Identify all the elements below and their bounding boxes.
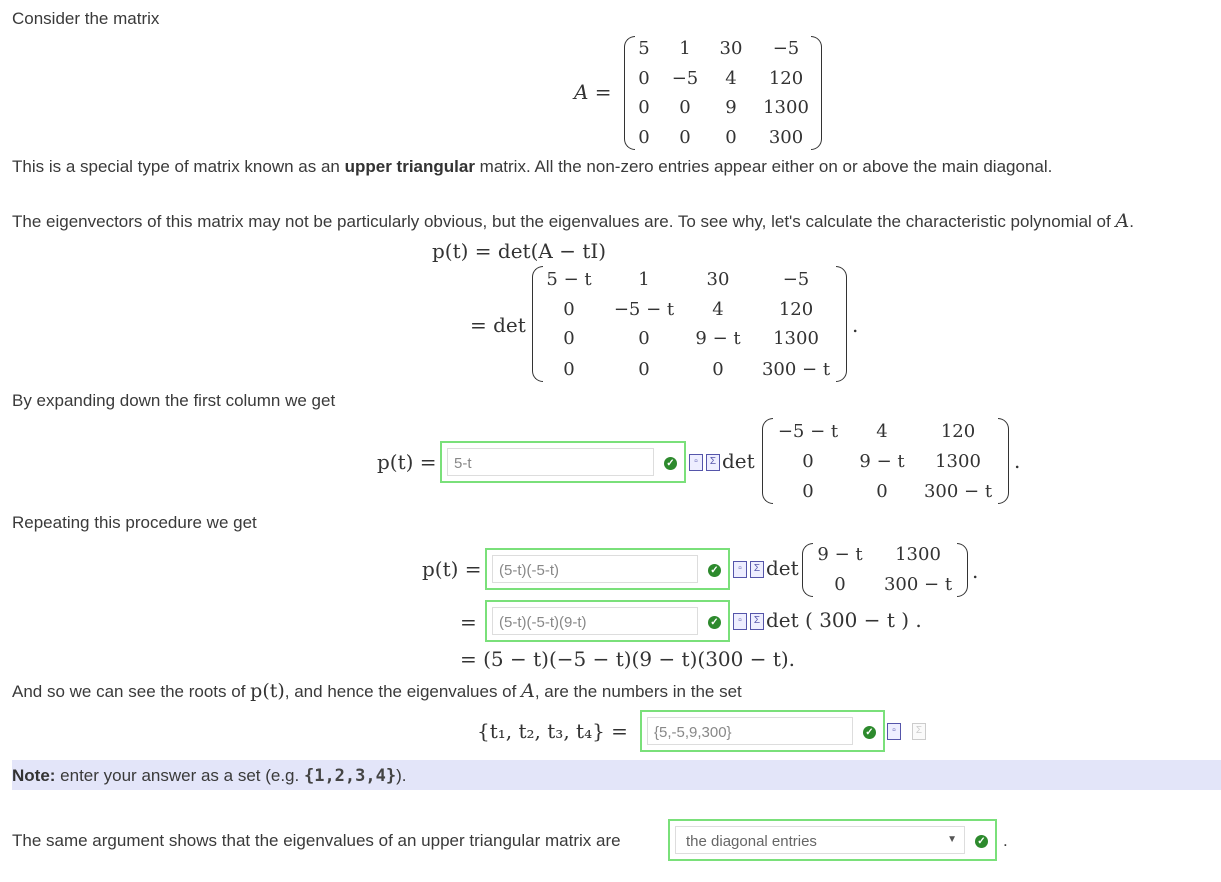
step3-final: = (5 − t)(−5 − t)(9 − t)(300 − t). xyxy=(460,647,796,671)
step1-lhs: p(t) = xyxy=(377,450,437,474)
final-text: The same argument shows that the eigenvalues of an upper triangular matrix are xyxy=(12,831,621,850)
step3-eq: = xyxy=(460,610,477,634)
matrix-entry: 4 xyxy=(725,68,737,89)
step1-input[interactable]: 5-t xyxy=(447,448,654,476)
matrix-entry: 300 xyxy=(768,127,804,148)
step2-input[interactable]: (5-t)(-5-t) xyxy=(492,555,698,583)
roots-pt: p(t) xyxy=(250,680,285,702)
matrix-entry: 1300 xyxy=(763,97,809,118)
matrix-entry: 1300 xyxy=(895,544,941,565)
matrix-entry: 120 xyxy=(768,68,804,89)
matrix-entry: 9 − t xyxy=(817,544,863,565)
matrix-entry: 4 xyxy=(876,421,888,442)
feedback-icon[interactable]: Σ xyxy=(750,561,764,578)
charpoly-line1: p(t) = det(A − tI) xyxy=(432,239,607,263)
matrix-a-label: A = xyxy=(574,80,612,104)
para1-pre: This is a special type of matrix known as an xyxy=(12,157,345,176)
chevron-down-icon[interactable]: ▼ xyxy=(947,834,957,845)
feedback-icon[interactable]: Σ xyxy=(912,723,926,740)
matrix-entry: 5 − t xyxy=(546,269,592,290)
matrix-entry: 1300 xyxy=(773,328,819,349)
intro-text: Consider the matrix xyxy=(12,9,160,28)
step2-lhs: p(t) = xyxy=(422,557,482,581)
note-end: ). xyxy=(396,766,407,785)
matrix-entry: 1 xyxy=(679,38,691,59)
roots-post: , are the numbers in the set xyxy=(534,682,742,701)
matrix-entry: −5 − t xyxy=(777,421,839,442)
roots-paragraph xyxy=(12,680,742,702)
roots-pre: And so we can see the roots of xyxy=(12,682,251,701)
roots-mid: , and hence the eigenvalues of xyxy=(284,682,522,701)
upper-triangular-paragraph xyxy=(12,157,1052,177)
matrix-entry: 9 − t xyxy=(859,451,905,472)
preview-icon[interactable]: ▫ xyxy=(733,613,747,630)
step2-period: . xyxy=(972,559,979,583)
matrix-entry: 0 xyxy=(563,328,575,349)
matrix-entry: 0 xyxy=(725,127,737,148)
feedback-icon[interactable]: Σ xyxy=(750,613,764,630)
matrix-entry: 0 xyxy=(638,68,650,89)
preview-icon[interactable]: ▫ xyxy=(733,561,747,578)
matrix-entry: 300 − t xyxy=(761,359,831,380)
matrix-entry: 300 − t xyxy=(883,574,953,595)
step2-answer-box xyxy=(485,548,730,590)
note-example: {1,2,3,4} xyxy=(303,766,397,786)
feedback-icon[interactable]: Σ xyxy=(706,454,720,471)
matrix-entry: −5 xyxy=(772,38,800,59)
step3-input[interactable]: (5-t)(-5-t)(9-t) xyxy=(492,607,698,635)
matrix-entry: 0 xyxy=(834,574,846,595)
matrix-entry: 0 xyxy=(679,97,691,118)
matrix-entry: 9 − t xyxy=(695,328,741,349)
matrix-entry: 0 xyxy=(563,359,575,380)
check-icon: ✓ xyxy=(975,835,988,848)
matrix-entry: 0 xyxy=(638,359,650,380)
matrix-entry: −5 xyxy=(782,269,810,290)
repeat-text: Repeating this procedure we get xyxy=(12,513,257,532)
roots-input[interactable]: {5,-5,9,300} xyxy=(647,717,853,745)
note-body: enter your answer as a set (e.g. xyxy=(55,766,304,785)
step3-answer-box xyxy=(485,600,730,642)
matrix-entry: 30 xyxy=(706,269,730,290)
matrix-entry: 0 xyxy=(563,299,575,320)
step1-answer-box xyxy=(440,441,686,483)
matrix-entry: 0 xyxy=(802,481,814,502)
matrix-entry: 4 xyxy=(712,299,724,320)
charpoly-det-label: = det xyxy=(470,313,526,337)
roots-set-lhs: {t₁, t₂, t₃, t₄} = xyxy=(477,719,628,743)
matrix-entry: 30 xyxy=(719,38,743,59)
para2-text: The eigenvectors of this matrix may not be particularly obvious, but the eigenvalues are. To see why, let's calculate the characteristic polynomial of xyxy=(12,212,1116,231)
note-text xyxy=(12,766,406,786)
matrix-entry: 0 xyxy=(712,359,724,380)
check-icon: ✓ xyxy=(664,457,677,470)
charpoly-period: . xyxy=(852,313,859,337)
matrix-entry: 5 xyxy=(638,38,650,59)
step1-period: . xyxy=(1014,449,1021,473)
matrix-entry: 0 xyxy=(638,127,650,148)
check-icon: ✓ xyxy=(708,564,721,577)
roots-var: A xyxy=(521,680,535,702)
matrix-entry: 1 xyxy=(638,269,650,290)
para1-bold: upper triangular xyxy=(344,157,475,176)
matrix-entry: −5 xyxy=(671,68,699,89)
matrix-entry: 1300 xyxy=(935,451,981,472)
expand-text: By expanding down the first column we get xyxy=(12,391,336,410)
check-icon: ✓ xyxy=(708,616,721,629)
preview-icon[interactable]: ▫ xyxy=(887,723,901,740)
matrix-entry: 0 xyxy=(638,97,650,118)
check-icon: ✓ xyxy=(863,726,876,739)
para2-var: A xyxy=(1115,210,1130,232)
para1-post: matrix. All the non-zero entries appear either on or above the main diagonal. xyxy=(474,157,1053,176)
para2-end: . xyxy=(1129,212,1134,231)
step3-det: det ( 300 − t ) . xyxy=(766,608,922,632)
preview-icon[interactable]: ▫ xyxy=(689,454,703,471)
matrix-entry: 9 xyxy=(725,97,737,118)
matrix-entry: 120 xyxy=(940,421,976,442)
matrix-entry: 0 xyxy=(679,127,691,148)
matrix-entry: 120 xyxy=(778,299,814,320)
eigen-paragraph xyxy=(12,210,1134,232)
note-label: Note: xyxy=(12,766,56,785)
matrix-entry: 0 xyxy=(876,481,888,502)
matrix-entry: 0 xyxy=(802,451,814,472)
diagonal-select-box xyxy=(668,819,997,861)
matrix-entry: 0 xyxy=(638,328,650,349)
diagonal-select[interactable]: the diagonal entries xyxy=(675,826,965,854)
roots-answer-box xyxy=(640,710,885,752)
matrix-entry: 300 − t xyxy=(923,481,993,502)
matrix-entry: −5 − t xyxy=(613,299,675,320)
final-period: . xyxy=(1003,831,1008,850)
step2-det-label: det xyxy=(766,556,799,580)
step1-det-label: det xyxy=(722,449,755,473)
